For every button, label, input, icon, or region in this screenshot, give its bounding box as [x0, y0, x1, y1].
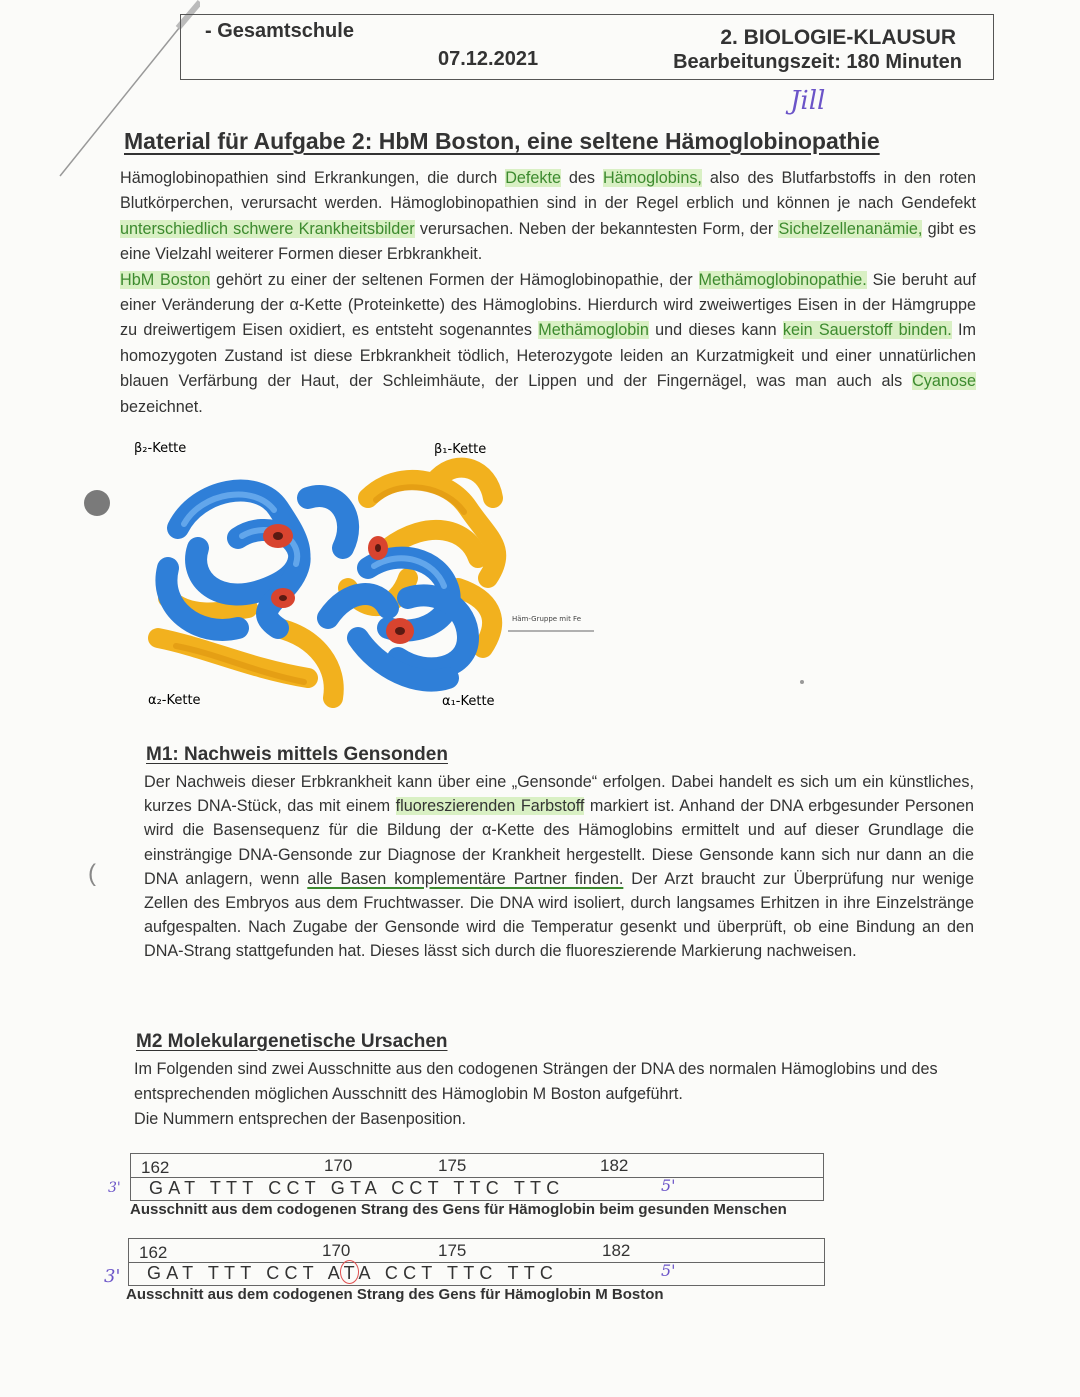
label-heme-group: Häm-Gruppe mit Fe — [512, 615, 581, 623]
text-span: also des Blutfarbstoffs in den roten Blutkörperchen, verursacht werden. Hämoglobinopathien sind in der Regel erblich und können je nach Gendefekt — [120, 169, 976, 213]
speck — [800, 680, 804, 684]
student-signature: Jill — [790, 86, 826, 116]
seq-boston-3prime: 3' — [104, 1266, 121, 1287]
mutation-circle — [340, 1260, 359, 1284]
label-beta1-chain: β₁-Kette — [434, 442, 487, 457]
sequence-boston-box — [128, 1238, 825, 1286]
position-label: 170 — [324, 1156, 353, 1175]
m1-title: M1: Nachweis mittels Gensonden — [146, 744, 448, 765]
text-span: Sie beruht auf einer Veränderung der α-Kette (Proteinkette) des Hämoglobins. Hierdurch wird zweiwertiges Eisen in der Hämgruppe zu dreiwertigem Eisen oxidiert, es entsteht sogenanntes — [120, 270, 976, 340]
m2-title: M2 Molekulargenetische Ursachen — [136, 1031, 448, 1052]
m1-text — [144, 770, 974, 964]
position-label: 182 — [600, 1156, 629, 1175]
intro-paragraph-2 — [120, 268, 976, 420]
material-title: Material für Aufgabe 2: HbM Boston, eine seltene Hämoglobinopathie — [124, 128, 880, 154]
seq-normal-3prime: 3' — [108, 1180, 121, 1196]
m2-paragraph-1: Im Folgenden sind zwei Ausschnitte aus den codogenen Strängen der DNA des normalen Hämoglobins und des entsprechenden möglichen Ausschnitt des Hämoglobin M Boston aufgeführt. — [134, 1060, 938, 1103]
highlight: Methämoglobinopathie. — [698, 270, 867, 289]
seq-normal-5prime: 5' — [661, 1176, 676, 1195]
position-label: 162 — [141, 1158, 170, 1177]
underline: alle Basen komplementäre Partner finden. — [307, 869, 624, 888]
seq-boston-5prime: 5' — [661, 1261, 676, 1280]
seq-normal-caption: Ausschnitt aus dem codogenen Strang des Gens für Hämoglobin beim gesunden Menschen — [130, 1201, 787, 1218]
dna-sequence: GAT TTT CCT ATA CCT TTC TTC — [147, 1263, 559, 1283]
text-span: Der Arzt braucht zur Überprüfung nur wenige Zellen des Embryos aus dem Fruchtwasser. Die DNA wird isoliert, durch langsames Erhitzen in ihre Einzelstränge aufgespalten. Nach Zugabe der Gensonde wird die Temperatur gesenkt und überprüft, ob eine Bindung an den DNA-Strang stattgefunden hat. Dieses lässt sich durch die fluoreszierende Markierung nachweisen. — [144, 869, 974, 961]
intro-text — [120, 166, 976, 420]
position-label: 182 — [602, 1241, 631, 1260]
school-name: - Gesamtschule — [205, 20, 354, 42]
text-span: Im homozygoten Zustand ist diese Erbkrankheit tödlich, Heterozygote leiden an Kurzatmigkeit und einer unnatürlichen blauen Verfärbung der Haut, der Schleimhäute, der Lippen und der Fingernägel, was man auch als — [120, 321, 976, 391]
highlight: Sichelzellenanämie, — [778, 219, 923, 238]
dna-sequence: GAT TTT CCT GTA CCT TTC TTC — [149, 1178, 565, 1198]
row-divider — [131, 1177, 823, 1178]
highlight: fluoreszierenden Farbstoff — [395, 797, 585, 816]
highlight: Methämoglobin — [538, 321, 649, 340]
hemoglobin-figure — [128, 438, 648, 728]
text-span: gehört zu einer der seltenen Formen der Hämoglobinopathie, der — [210, 270, 699, 289]
label-alpha1-chain: α₁-Kette — [442, 694, 495, 709]
hole-punch — [84, 490, 110, 516]
text-span: gibt es eine Vielzahl weiterer Formen dieser Erbkrankheit. — [120, 219, 976, 264]
label-beta2-chain: β₂-Kette — [134, 441, 187, 456]
position-label: 175 — [438, 1156, 467, 1175]
text-span: Der Nachweis dieser Erbkrankheit kann über eine „Gensonde“ erfolgen. Dabei handelt es sich um ein künstliches, kurzes DNA-Stück, das mit einem — [144, 773, 974, 816]
text-span: verursachen. Neben der bekanntesten Form, der — [414, 219, 779, 238]
highlight: kein Sauerstoff binden. — [782, 321, 952, 340]
highlight: Defekte — [505, 169, 561, 187]
exam-duration: Bearbeitungszeit: 180 Minuten — [673, 51, 962, 73]
highlight: unterschiedlich schwere Krankheitsbilder — [120, 219, 415, 238]
highlight: HbM Boston — [120, 270, 211, 289]
exam-date: 07.12.2021 — [438, 48, 539, 70]
text-span: Hämoglobinopathien sind Erkrankungen, die durch — [120, 169, 506, 187]
sequence-normal-box — [130, 1153, 824, 1201]
position-label: 162 — [139, 1243, 168, 1262]
text-span: des — [561, 169, 603, 187]
exam-title: 2. BIOLOGIE-KLAUSUR — [720, 26, 956, 49]
intro-paragraph-1 — [120, 166, 976, 268]
label-alpha2-chain: α₂-Kette — [148, 693, 201, 708]
hole-mark: ( — [88, 860, 96, 887]
text-span: und dieses kann — [648, 321, 783, 340]
row-divider — [129, 1262, 824, 1263]
text-span: markiert ist. Anhand der DNA erbgesunder Personen wird die Basensequenz für die Bildung der α-Kette des Hämoglobins ermittelt und auf dieser Grundlage die einsträngige DNA-Gensonde zur Diagnose der Krankheit hergestellt. Diese Gensonde kann sich nur dann an die DNA anlagern, wenn — [144, 797, 974, 888]
m2-text — [134, 1057, 984, 1132]
position-label: 170 — [322, 1241, 351, 1260]
position-label: 175 — [438, 1241, 467, 1260]
m1-paragraph — [144, 770, 974, 964]
m2-paragraph-2: Die Nummern entsprechen der Basenposition. — [134, 1110, 467, 1128]
seq-boston-caption: Ausschnitt aus dem codogenen Strang des Gens für Hämoglobin M Boston — [126, 1286, 664, 1303]
highlight: Hämoglobins, — [602, 169, 702, 187]
highlight: Cyanose — [912, 372, 976, 391]
text-span: bezeichnet. — [120, 397, 203, 416]
